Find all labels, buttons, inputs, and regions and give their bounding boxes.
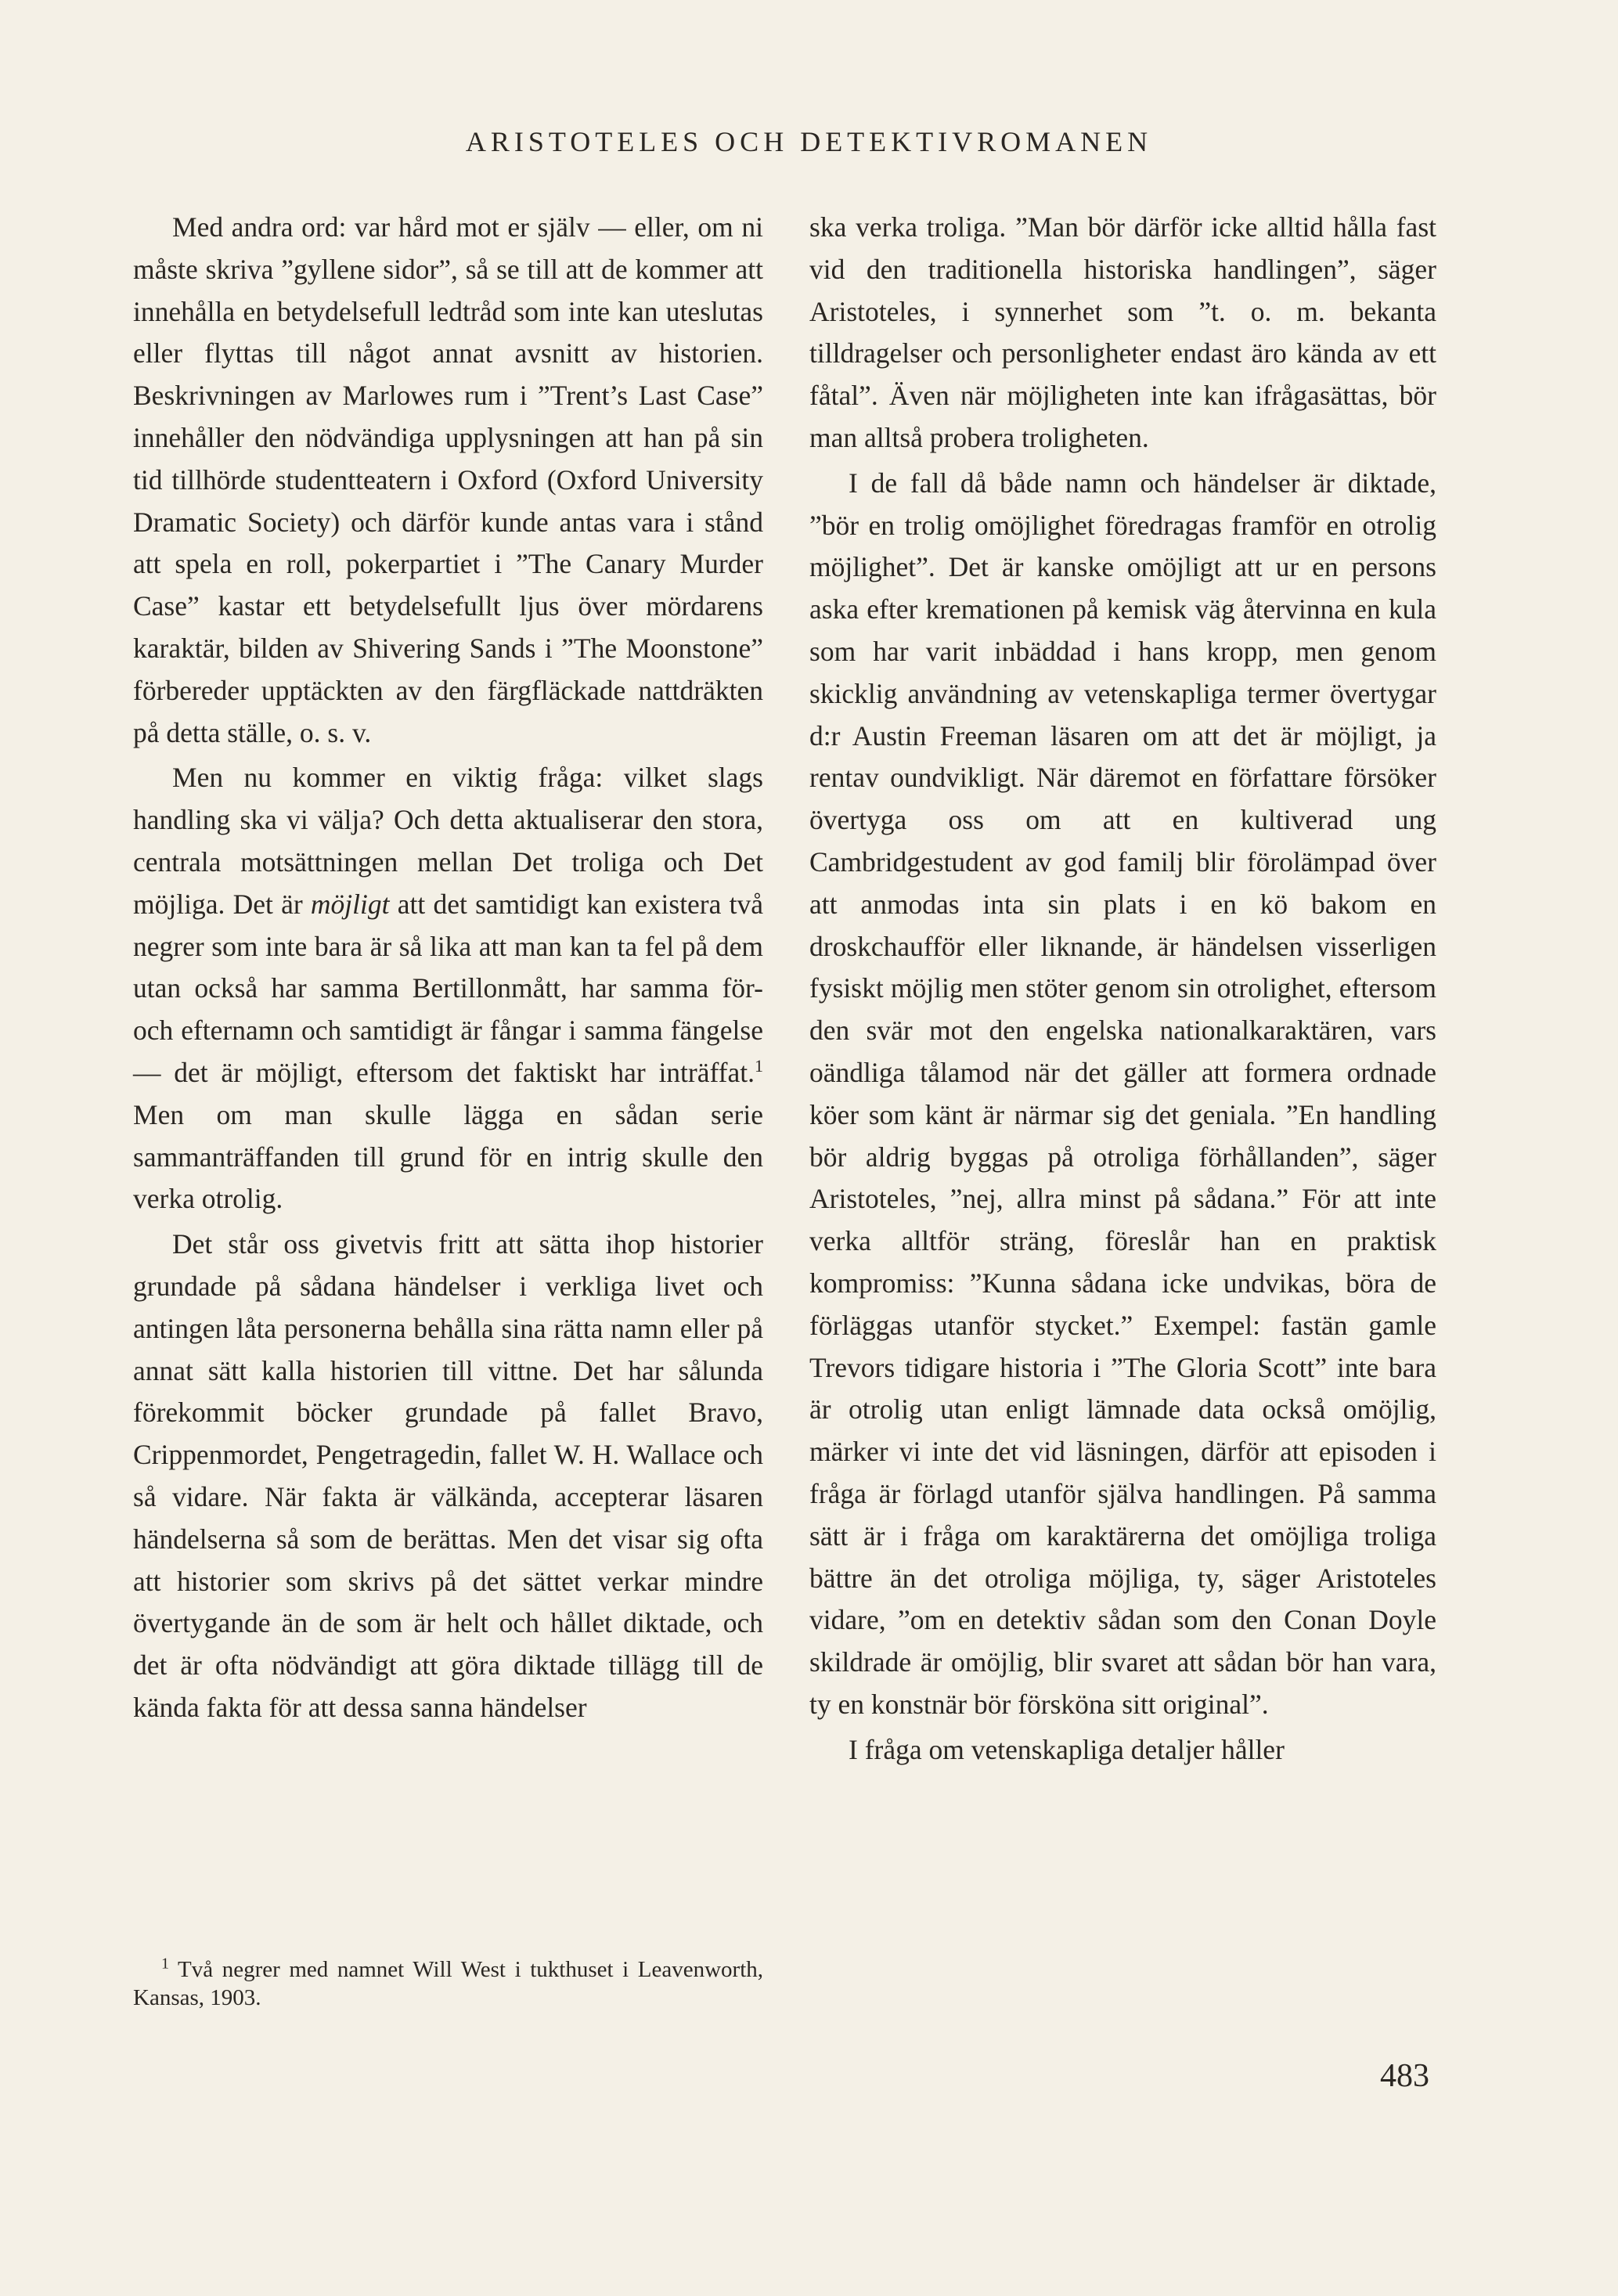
footnote-reference[interactable]: 1 (755, 1056, 763, 1076)
right-text-column (809, 207, 1436, 1771)
footnotes (133, 1955, 763, 2012)
footnote (133, 1955, 763, 2012)
emphasis: möjligt (310, 888, 390, 920)
page-number: 483 (1380, 2058, 1429, 2094)
footnote-marker: 1 (161, 1955, 169, 1973)
paragraph: I de fall då både namn och händelser är diktade, ”bör en trolig omöjlighet föredragas framför en otrolig möjlighet”. Det är kanske omöjligt att ur en persons aska efter kremationen på kemisk väg återvinna en kula som har varit inbäddad i hans kropp, men genom skicklig användning av vetenskapliga termer övertygar d:r Austin Freeman läsaren om att det är möjligt, ja rentav oundvikligt. När däremot en författare försöker övertyga oss om att en kultiverad ung Cambridgestudent av god familj blir förolämpad över att anmodas inta sin plats i en kö bakom en droskchaufför eller liknande, är händelsen visserligen fysiskt möjlig men stöter genom sin otrolighet, eftersom den svär mot den engelska nationalkaraktären, vars oändliga tålamod när det gäller att formera ordnade köer som känt är närmar sig det geniala. ”En handling bör aldrig byggas på otroliga förhållanden”, säger Aristoteles, ”nej, allra minst på sådana.” För att inte verka alltför sträng, föreslår han en praktisk kompromiss: ”Kunna sådana icke undvikas, böra de förläggas utanför stycket.” Exempel: fastän gamle Trevors tidigare historia i ”The Gloria Scott” inte bara är otrolig utan enligt lämnade data också omöjlig, märker vi inte det vid läsningen, därför att episoden i fråga är förlagd utanför själva handlingen. På samma sätt är i fråga om karaktärerna det omöjliga troliga bättre än det otroliga möjliga, ty, säger Aristoteles vidare, ”om en detektiv sådan som den Conan Doyle skildrade är omöjlig, blir svaret att sådan bör han vara, ty en konstnär bör försköna sitt original”. (809, 467, 1436, 1720)
paragraph: ska verka troliga. ”Man bör därför icke alltid hålla fast vid den traditionella historiska handlingen”, säger Aristoteles, i synnerhet som ”t. o. m. bekanta tilldragelser och personligheter endast äro kända av ett fåtal”. Även när möjligheten inte kan ifrågasättas, bör man alltså probera troligheten. (809, 211, 1436, 453)
paragraph: Det står oss givetvis fritt att sätta ihop historier grundade på sådana händelser i verkliga livet och antingen låta personerna behålla sina rätta namn eller på annat sätt kalla historien till vittne. Det har sålunda förekommit böcker grundade på fallet Bravo, Crippenmordet, Pengetragedin, fallet W. H. Wallace och så vidare. När fakta är välkända, accepterar läsaren händelserna så som de berättas. Men det visar sig ofta att historier som skrivs på det sättet verkar mindre övertygande än de som är helt och hållet diktade, och det är ofta nödvändigt att göra diktade tillägg till de kända fakta för att dessa sanna händelser (133, 1228, 763, 1723)
paragraph: I fråga om vetenskapliga detaljer håller (849, 1733, 1285, 1765)
running-header: ARISTOTELES OCH DETEKTIVROMANEN (465, 126, 1153, 157)
paragraph: Med andra ord: var hård mot er själv — eller, om ni måste skriva ”gyllene sidor”, så se till att de kommer att innehålla en betydelsefull ledtråd som inte kan uteslutas eller flyttas till något annat avsnitt av historien. Beskrivningen av Marlowes rum i ”Trent’s Last Case” innehåller den nödvändiga upplysningen att han på sin tid tillhörde studentteatern i Oxford (Oxford University Dramatic Society) och därför kunde antas vara i stånd att spela en roll, pokerpartiet i ”The Canary Murder Case” kastar ett betydelsefullt ljus över mördarens karaktär, bilden av Shivering Sands i ”The Moonstone” förbereder upptäckten av den färgfläckade nattdräkten på detta ställe, o. s. v. (133, 211, 763, 748)
paragraph: Men nu kommer en viktig fråga: vilket slags handling ska vi välja? Och detta aktualiserar den stora, centrala motsättningen mellan Det troliga och Det möjliga. Det är möjligt att det samtidigt kan existera två negrer som inte bara är så lika att man kan ta fel på dem utan också har samma Bertillonmått, har samma för- och efternamn och samtidigt är fångar i samma fängelse — det är möjligt, eftersom det faktiskt har inträffat.$^1$ Men om man skulle lägga en sådan serie sammanträffanden till grund för en intrig skulle den verka otrolig. (133, 762, 764, 1215)
footnote-text: Två negrer med namnet Will West i tukthuset i Leavenworth, Kansas, 1903. (133, 1957, 763, 2010)
left-text-column (133, 207, 763, 1729)
